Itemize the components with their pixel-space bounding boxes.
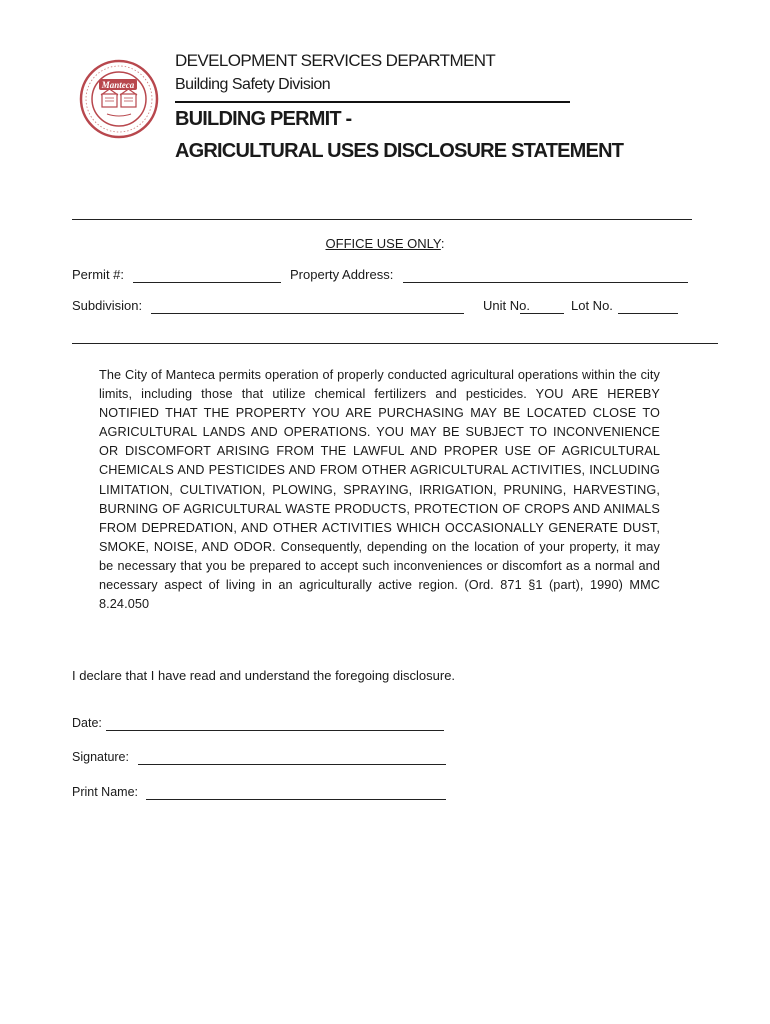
date-label: Date: [72, 716, 102, 730]
property-address-label: Property Address: [290, 267, 394, 282]
permit-number-label: Permit #: [72, 267, 125, 282]
svg-text:Manteca: Manteca [101, 80, 135, 90]
permit-number-field[interactable] [133, 282, 281, 283]
disclosure-text: The City of Manteca permits operation of properly conducted agricultural operations within the city limits, including those that utilize chemical fertilizers and pesticides. YOU ARE HEREBY NOTIFIED THAT THE PROPERTY YOU ARE PURCHASING MAY BE LOCATED CLOSE TO AGRICULTURAL LANDS AND OPERATIONS. YOU MAY BE SUBJECT TO INCONVENIENCE OR DISCOMFORT ARISING FROM THE LAWFUL AND PROPER USE OF AGRICULTURAL CHEMICALS AND PESTICIDES AND FROM OTHER AGRICULTURAL ACTIVITIES, INCLUDING LIMITATION, CULTIVATION, PLOWING, SPRAYING, IRRIGATION, PRUNING, HARVESTING, BURNING OF AGRICULTURAL WASTE PRODUCTS, PROTECTION OF CROPS AND ANIMALS FROM DEPREDATION, AND OTHER ACTIVITIES WHICH OCCASIONALLY GENERATE DUST, SMOKE, NOISE, AND ODOR. Consequently, depending on the location of your property, it may be necessary that you be prepared to accept such inconveniences or discomfort as a normal and necessary aspect of living in an agriculturally active region. (Ord. 871 §1 (part), 1990) MMC 8.24.050 [99, 368, 660, 612]
form-title-line2: AGRICULTURAL USES DISCLOSURE STATEMENT [175, 140, 624, 162]
print-name-field[interactable] [146, 799, 446, 800]
print-name-label: Print Name: [72, 785, 138, 799]
department-name: DEVELOPMENT SERVICES DEPARTMENT [175, 51, 496, 70]
date-field[interactable] [106, 730, 444, 731]
office-use-heading-text: OFFICE USE ONLY [325, 236, 441, 251]
unit-number-label: Unit No. [483, 298, 530, 313]
declaration-statement: I declare that I have read and understand the foregoing disclosure. [72, 668, 456, 683]
separator-bottom [72, 343, 718, 344]
office-use-colon: : [440, 236, 445, 251]
city-seal-logo [79, 59, 159, 139]
header-rule [175, 101, 570, 103]
signature-label: Signature: [72, 750, 129, 764]
property-address-field[interactable] [403, 282, 688, 283]
division-name: Building Safety Division [175, 76, 331, 93]
subdivision-label: Subdivision: [72, 298, 143, 313]
lot-number-label: Lot No. [571, 298, 613, 313]
office-use-heading [0, 236, 770, 251]
separator-top [72, 219, 692, 220]
form-title-line1: BUILDING PERMIT - [175, 108, 352, 130]
signature-field[interactable] [138, 764, 446, 765]
lot-number-field[interactable] [618, 313, 678, 314]
subdivision-field[interactable] [151, 313, 464, 314]
unit-number-field[interactable] [520, 313, 564, 314]
